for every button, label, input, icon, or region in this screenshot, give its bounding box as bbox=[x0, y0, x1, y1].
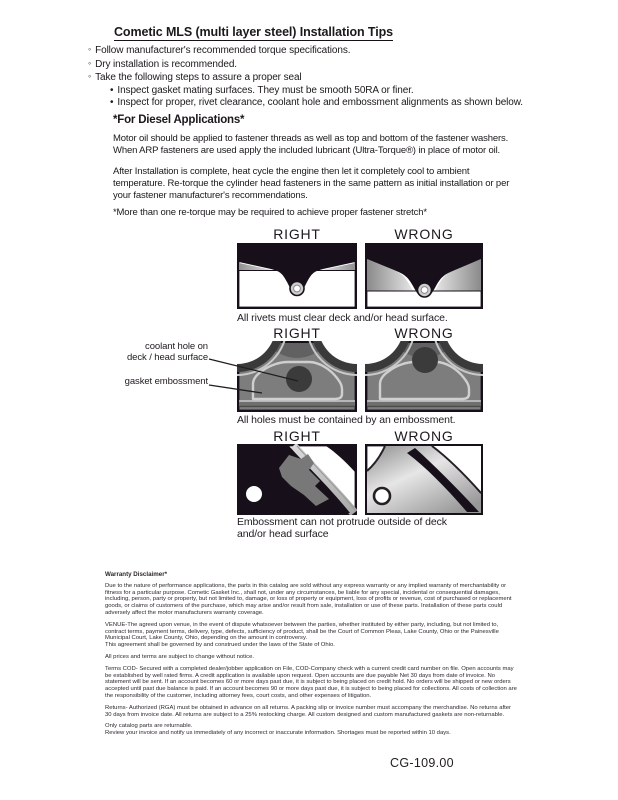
diagram-caption-embossment-line2: and/or head surface bbox=[237, 528, 329, 540]
diagram-rivet-right-figure bbox=[237, 243, 357, 309]
diagram-embossment-wrong-figure bbox=[365, 444, 483, 515]
diesel-paragraph-3: *More than one re-torque may be required to achieve proper fastener stretch* bbox=[113, 207, 427, 218]
diagram-caption-holes: All holes must be contained by an embossment. bbox=[237, 414, 456, 426]
coolant-hole-annotation: coolant hole on deck / head surface bbox=[126, 341, 208, 363]
row1-right-label: RIGHT bbox=[273, 226, 321, 242]
tip-item: ◦ Dry installation is recommended. bbox=[88, 58, 558, 72]
diagram-holes-wrong-figure bbox=[365, 341, 483, 412]
tip-subitem: • Inspect gasket mating surfaces. They must be smooth 50RA or finer. bbox=[110, 85, 558, 98]
returns-paragraph: Returns- Authorized (RGA) must be obtained in advance on all returns. A packing slip or invoice number must accompany the merchandise. No returns after 30 days from invoice date. All returns are subject to a 25% restocking charge. All custom designed and custom manufactured gaskets are non-returnable. bbox=[105, 704, 512, 718]
legal-section bbox=[105, 572, 518, 742]
diagram-caption-embossment-line1: Embossment can not protrude outside of deck bbox=[237, 516, 447, 528]
only-catalog-line: Only catalog parts are returnable. bbox=[105, 723, 193, 730]
governing-line: This agreement shall be governed by and construed under the laws of the State of Ohio. bbox=[105, 642, 335, 649]
diagram-rivet-wrong-figure bbox=[365, 243, 483, 309]
tip-item: ◦ Take the following steps to assure a proper seal bbox=[88, 71, 558, 85]
venue-paragraph bbox=[105, 622, 518, 649]
warranty-heading: Warranty Disclaimer* bbox=[105, 571, 168, 578]
diagram-caption-rivets: All rivets must clear deck and/or head surface. bbox=[237, 312, 448, 324]
annotation-pointer-lines bbox=[208, 344, 303, 399]
diesel-paragraph-2: After Installation is complete, heat cycle the engine then let it completely cool to ambient temperature. Re-torque the cylinder head fasteners in the same pattern as initial installation or per your fastener manufacturer's recommendations. bbox=[113, 166, 510, 202]
warranty-paragraph: Due to the nature of performance applications, the parts in this catalog are sold without any express warranty or any implied warranty of merchantability or fitness for a particular purpose. Cometic Gasket Inc., shall not, under any circumstances, be liable for any special, incidental or consequential damages, including, person, party or property, but not limited to, damage, or loss of property or equipment, loss of profits or revenue, cost of purchased or replacement goods, or claims of customers of the purchase, which may arise and/or result from sale, installation or use of these parts. Installation of these parts could adversely affect the motor manufacturers warranty coverage. bbox=[105, 582, 512, 616]
doc-number: CG-109.00 bbox=[390, 756, 454, 770]
review-line: Review your invoice and notify us immediately of any incorrect or inaccurate information. Shortages must be reported within 10 days. bbox=[105, 730, 451, 737]
row3-wrong-label: WRONG bbox=[394, 428, 454, 444]
tip-item: ◦ Follow manufacturer's recommended torque specifications. bbox=[88, 44, 558, 58]
diesel-paragraph-1: Motor oil should be applied to fastener threads as well as top and bottom of the fastener washers. When ARP fasteners are used apply the included lubricant (Ultra-Torque®) in place of motor oil. bbox=[113, 133, 509, 157]
row2-right-label: RIGHT bbox=[273, 325, 321, 341]
page-title: Cometic MLS (multi layer steel) Installation Tips bbox=[114, 25, 393, 39]
catalog-returns-paragraph bbox=[105, 723, 518, 737]
prices-line: All prices and terms are subject to change without notice. bbox=[105, 653, 254, 660]
terms-paragraph: Terms COD- Secured with a completed dealer/jobber application on File, COD-Company check with a current credit card number on file. Open accounts may be established by well rated firms. A credit application is available upon request. Open accounts are due payable Net 30 days from date of invoice. No statement will be sent. If an account becomes 60 or more days past due, it is subject to being placed on credit hold. No orders will be shipped or new orders accepted until past due balance is paid. If an account becomes 90 or more days past due, it is subject to being placed for collections. All costs of collection are the responsibility of the customer, including attorney fees, court costs, and other expenses of litigation. bbox=[105, 665, 517, 699]
embossment-annotation: gasket embossment bbox=[124, 376, 208, 387]
row2-wrong-label: WRONG bbox=[394, 325, 454, 341]
diesel-heading: *For Diesel Applications* bbox=[113, 114, 245, 126]
venue-text: VENUE-The agreed upon venue, in the event of dispute whatsoever between the parties, whether instituted by either party, including, but not limited to, contract terms, payment terms, delivery, type, defects, sufficiency of product, shall be the Court of Common Pleas, Lake County, Ohio or the Painesville Municipal Court, Lake County, Ohio, depending on the amount in controversy. bbox=[105, 621, 499, 642]
row3-right-label: RIGHT bbox=[273, 428, 321, 444]
tip-subitem: • Inspect for proper, rivet clearance, coolant hole and embossment alignments as shown below. bbox=[110, 97, 558, 110]
diagram-embossment-right-figure bbox=[237, 444, 357, 515]
tips-list bbox=[88, 44, 558, 110]
row1-wrong-label: WRONG bbox=[394, 226, 454, 242]
